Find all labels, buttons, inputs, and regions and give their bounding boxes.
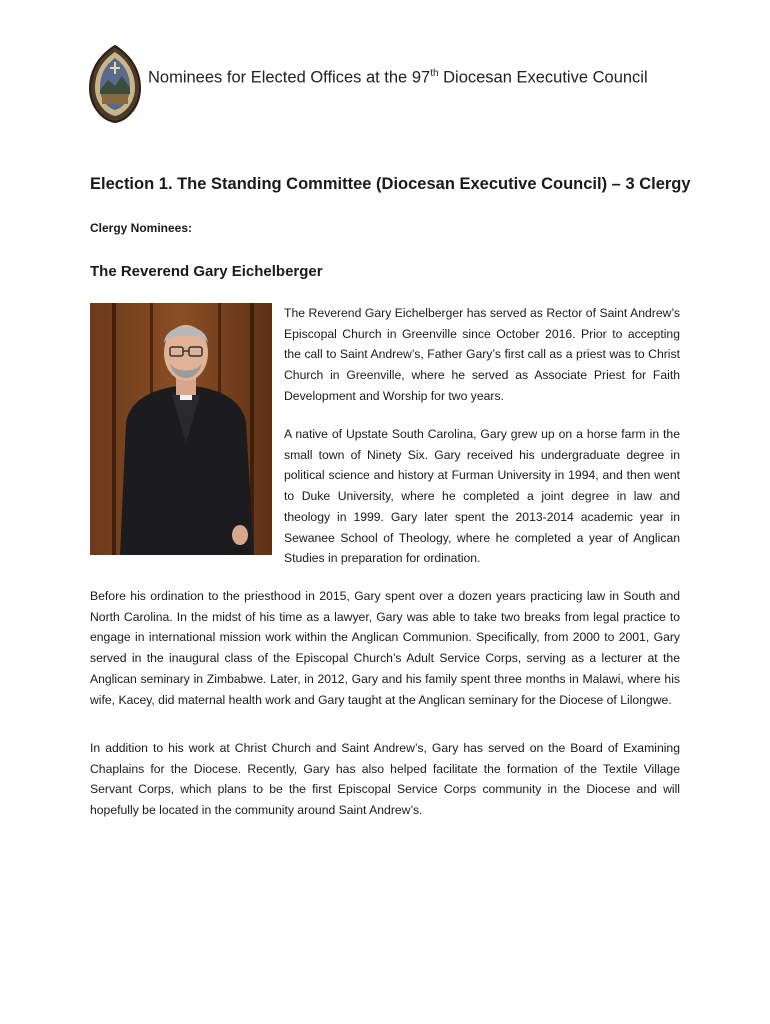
- header-title-superscript: th: [430, 68, 439, 79]
- header-title-main: Nominees for Elected Offices at the 97: [148, 68, 431, 87]
- bio-paragraph-2: [284, 424, 680, 569]
- bio-paragraph-3: [90, 586, 680, 710]
- clergy-nominees-label: Clergy Nominees:: [90, 221, 193, 235]
- bio-paragraph-4: [90, 738, 680, 821]
- document-header-title: [148, 68, 648, 88]
- bio-paragraph-text: Before his ordination to the priesthood in 2015, Gary spent over a dozen years practicing law in South and North Carolina. In the midst of his time as a lawyer, Gary was able to take two breaks from legal practice to engage in international mission work within the Anglican Communion. Specifically, from 2000 to 2001, Gary served in the inaugural class of the Episcopal Church’s Adult Service Corps, serving as a lecturer at the Anglican seminary in Zimbabwe. Later, in 2012, Gary and his family spent three months in Malawi, where his wife, Kacey, did maternal health work and Gary taught at the Anglican seminary for the Diocese of Lilongwe.: [90, 589, 680, 707]
- bio-paragraph-text: In addition to his work at Christ Church and Saint Andrew’s, Gary has served on the Board of Examining Chaplains for the Diocese. Recently, Gary has also helped facilitate the formation of the Textile Village Servant Corps, which plans to be the first Episcopal Service Corps community in the Diocese and will hopefully be located in the community around Saint Andrew’s.: [90, 741, 680, 818]
- nominee-portrait: [90, 303, 272, 555]
- diocesan-seal-icon: [88, 44, 142, 124]
- bio-paragraph-text: A native of Upstate South Carolina, Gary grew up on a horse farm in the small town of Ninety Six. Gary received his undergraduate degree in political science and history at Furman University in 1994, and then went to Duke University, where he completed a joint degree in law and theology in 1999. Gary later spent the 2013-2014 academic year in Sewanee School of Theology, where he completed a year of Anglican Studies in preparation for ordination.: [284, 427, 680, 566]
- bio-paragraph-text: The Reverend Gary Eichelberger has served as Rector of Saint Andrew’s Episcopal Church in Greenville since October 2016. Prior to accepting the call to Saint Andrew’s, Father Gary’s first call as a priest was to Christ Church in Greenville, where he served as Associate Priest for Faith Development and Worship for two years.: [284, 306, 680, 403]
- nominee-name: The Reverend Gary Eichelberger: [90, 263, 323, 280]
- header-title-rest: Diocesan Executive Council: [438, 68, 648, 87]
- bio-paragraph-1: [284, 303, 680, 407]
- election-heading: Election 1. The Standing Committee (Diocesan Executive Council) – 3 Clergy: [90, 175, 691, 193]
